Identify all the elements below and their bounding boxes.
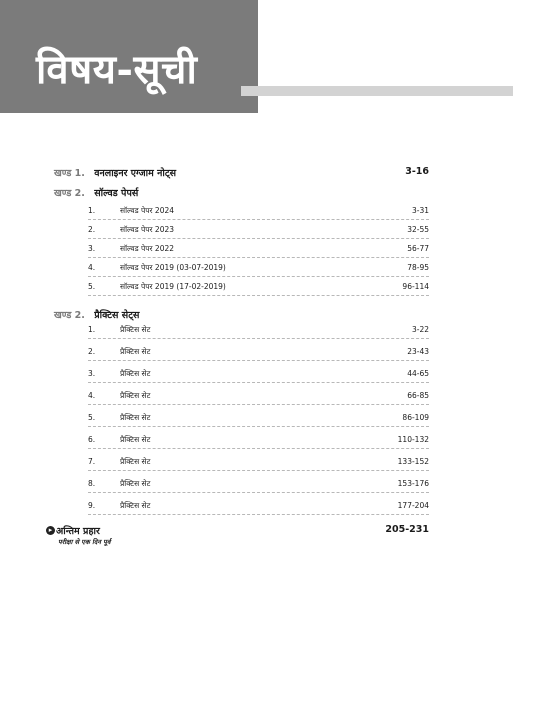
toc-row	[88, 221, 429, 239]
toc-row	[88, 409, 429, 427]
section-title: प्रैक्टिस सेट्स	[94, 310, 140, 321]
item-label: सॉल्वड पेपर 2019 (03-07-2019)	[120, 263, 226, 272]
item-label: सॉल्वड पेपर 2022	[120, 244, 175, 253]
item-pages: 110-132	[397, 435, 429, 444]
section-heading-1	[54, 166, 176, 179]
item-pages: 23-43	[407, 347, 429, 356]
title-underline-bar	[241, 86, 513, 96]
item-label: प्रैक्टिस सेट	[120, 391, 151, 400]
toc-row	[88, 387, 429, 405]
item-number: 6.	[88, 435, 96, 444]
item-label: प्रैक्टिस सेट	[120, 457, 151, 466]
toc-row	[88, 321, 429, 339]
arrow-right-icon: ▸	[46, 526, 55, 535]
item-pages: 44-65	[407, 369, 429, 378]
toc-row	[88, 240, 429, 258]
item-label: सॉल्वड पेपर 2019 (17-02-2019)	[120, 282, 226, 291]
toc-row	[88, 259, 429, 277]
item-number: 5.	[88, 282, 96, 291]
item-label: प्रैक्टिस सेट	[120, 435, 151, 444]
item-label: प्रैक्टिस सेट	[120, 479, 151, 488]
toc-row	[88, 475, 429, 493]
item-pages: 96-114	[402, 282, 429, 291]
item-pages: 56-77	[407, 244, 429, 253]
item-pages: 86-109	[402, 413, 429, 422]
item-label: प्रैक्टिस सेट	[120, 347, 151, 356]
item-pages: 3-22	[411, 325, 429, 334]
item-pages: 177-204	[397, 501, 429, 510]
toc-row	[88, 365, 429, 383]
item-pages: 66-85	[407, 391, 429, 400]
item-pages: 153-176	[397, 479, 429, 488]
final-section-pages: 205-231	[385, 524, 429, 535]
toc-row	[88, 343, 429, 361]
section-title: वनलाइनर एग्जाम नोट्स	[94, 168, 177, 179]
item-pages: 3-31	[411, 206, 429, 215]
item-number: 3.	[88, 369, 96, 378]
item-number: 7.	[88, 457, 96, 466]
item-number: 1.	[88, 206, 96, 215]
chapter-label: खण्ड 1.	[54, 168, 85, 179]
item-pages: 78-95	[407, 263, 429, 272]
item-label: प्रैक्टिस सेट	[120, 501, 151, 510]
toc-row	[88, 453, 429, 471]
item-number: 4.	[88, 263, 96, 272]
item-pages: 133-152	[397, 457, 429, 466]
section-heading-2	[54, 186, 138, 199]
section-title: सॉल्वड पेपर्स	[94, 188, 139, 199]
item-label: सॉल्वड पेपर 2023	[120, 225, 175, 234]
final-section-title: अन्तिम प्रहार	[56, 526, 100, 537]
page-title: विषय-सूची	[36, 46, 198, 93]
item-number: 1.	[88, 325, 96, 334]
chapter-label: खण्ड 2.	[54, 310, 85, 321]
toc-row	[88, 278, 429, 296]
item-label: प्रैक्टिस सेट	[120, 325, 151, 334]
toc-row	[88, 202, 429, 220]
item-label: प्रैक्टिस सेट	[120, 369, 151, 378]
chapter-label: खण्ड 2.	[54, 188, 85, 199]
toc-row	[88, 431, 429, 449]
item-number: 8.	[88, 479, 96, 488]
item-label: सॉल्वड पेपर 2024	[120, 206, 175, 215]
item-label: प्रैक्टिस सेट	[120, 413, 151, 422]
final-section-subtitle: परीक्षा से एक दिन पूर्व	[58, 538, 111, 546]
item-number: 2.	[88, 225, 96, 234]
section-heading-3	[54, 308, 139, 321]
section-pages: 3-16	[405, 166, 429, 177]
item-number: 2.	[88, 347, 96, 356]
item-number: 5.	[88, 413, 96, 422]
toc-row	[88, 497, 429, 515]
item-number: 3.	[88, 244, 96, 253]
item-number: 9.	[88, 501, 96, 510]
item-pages: 32-55	[407, 225, 429, 234]
item-number: 4.	[88, 391, 96, 400]
